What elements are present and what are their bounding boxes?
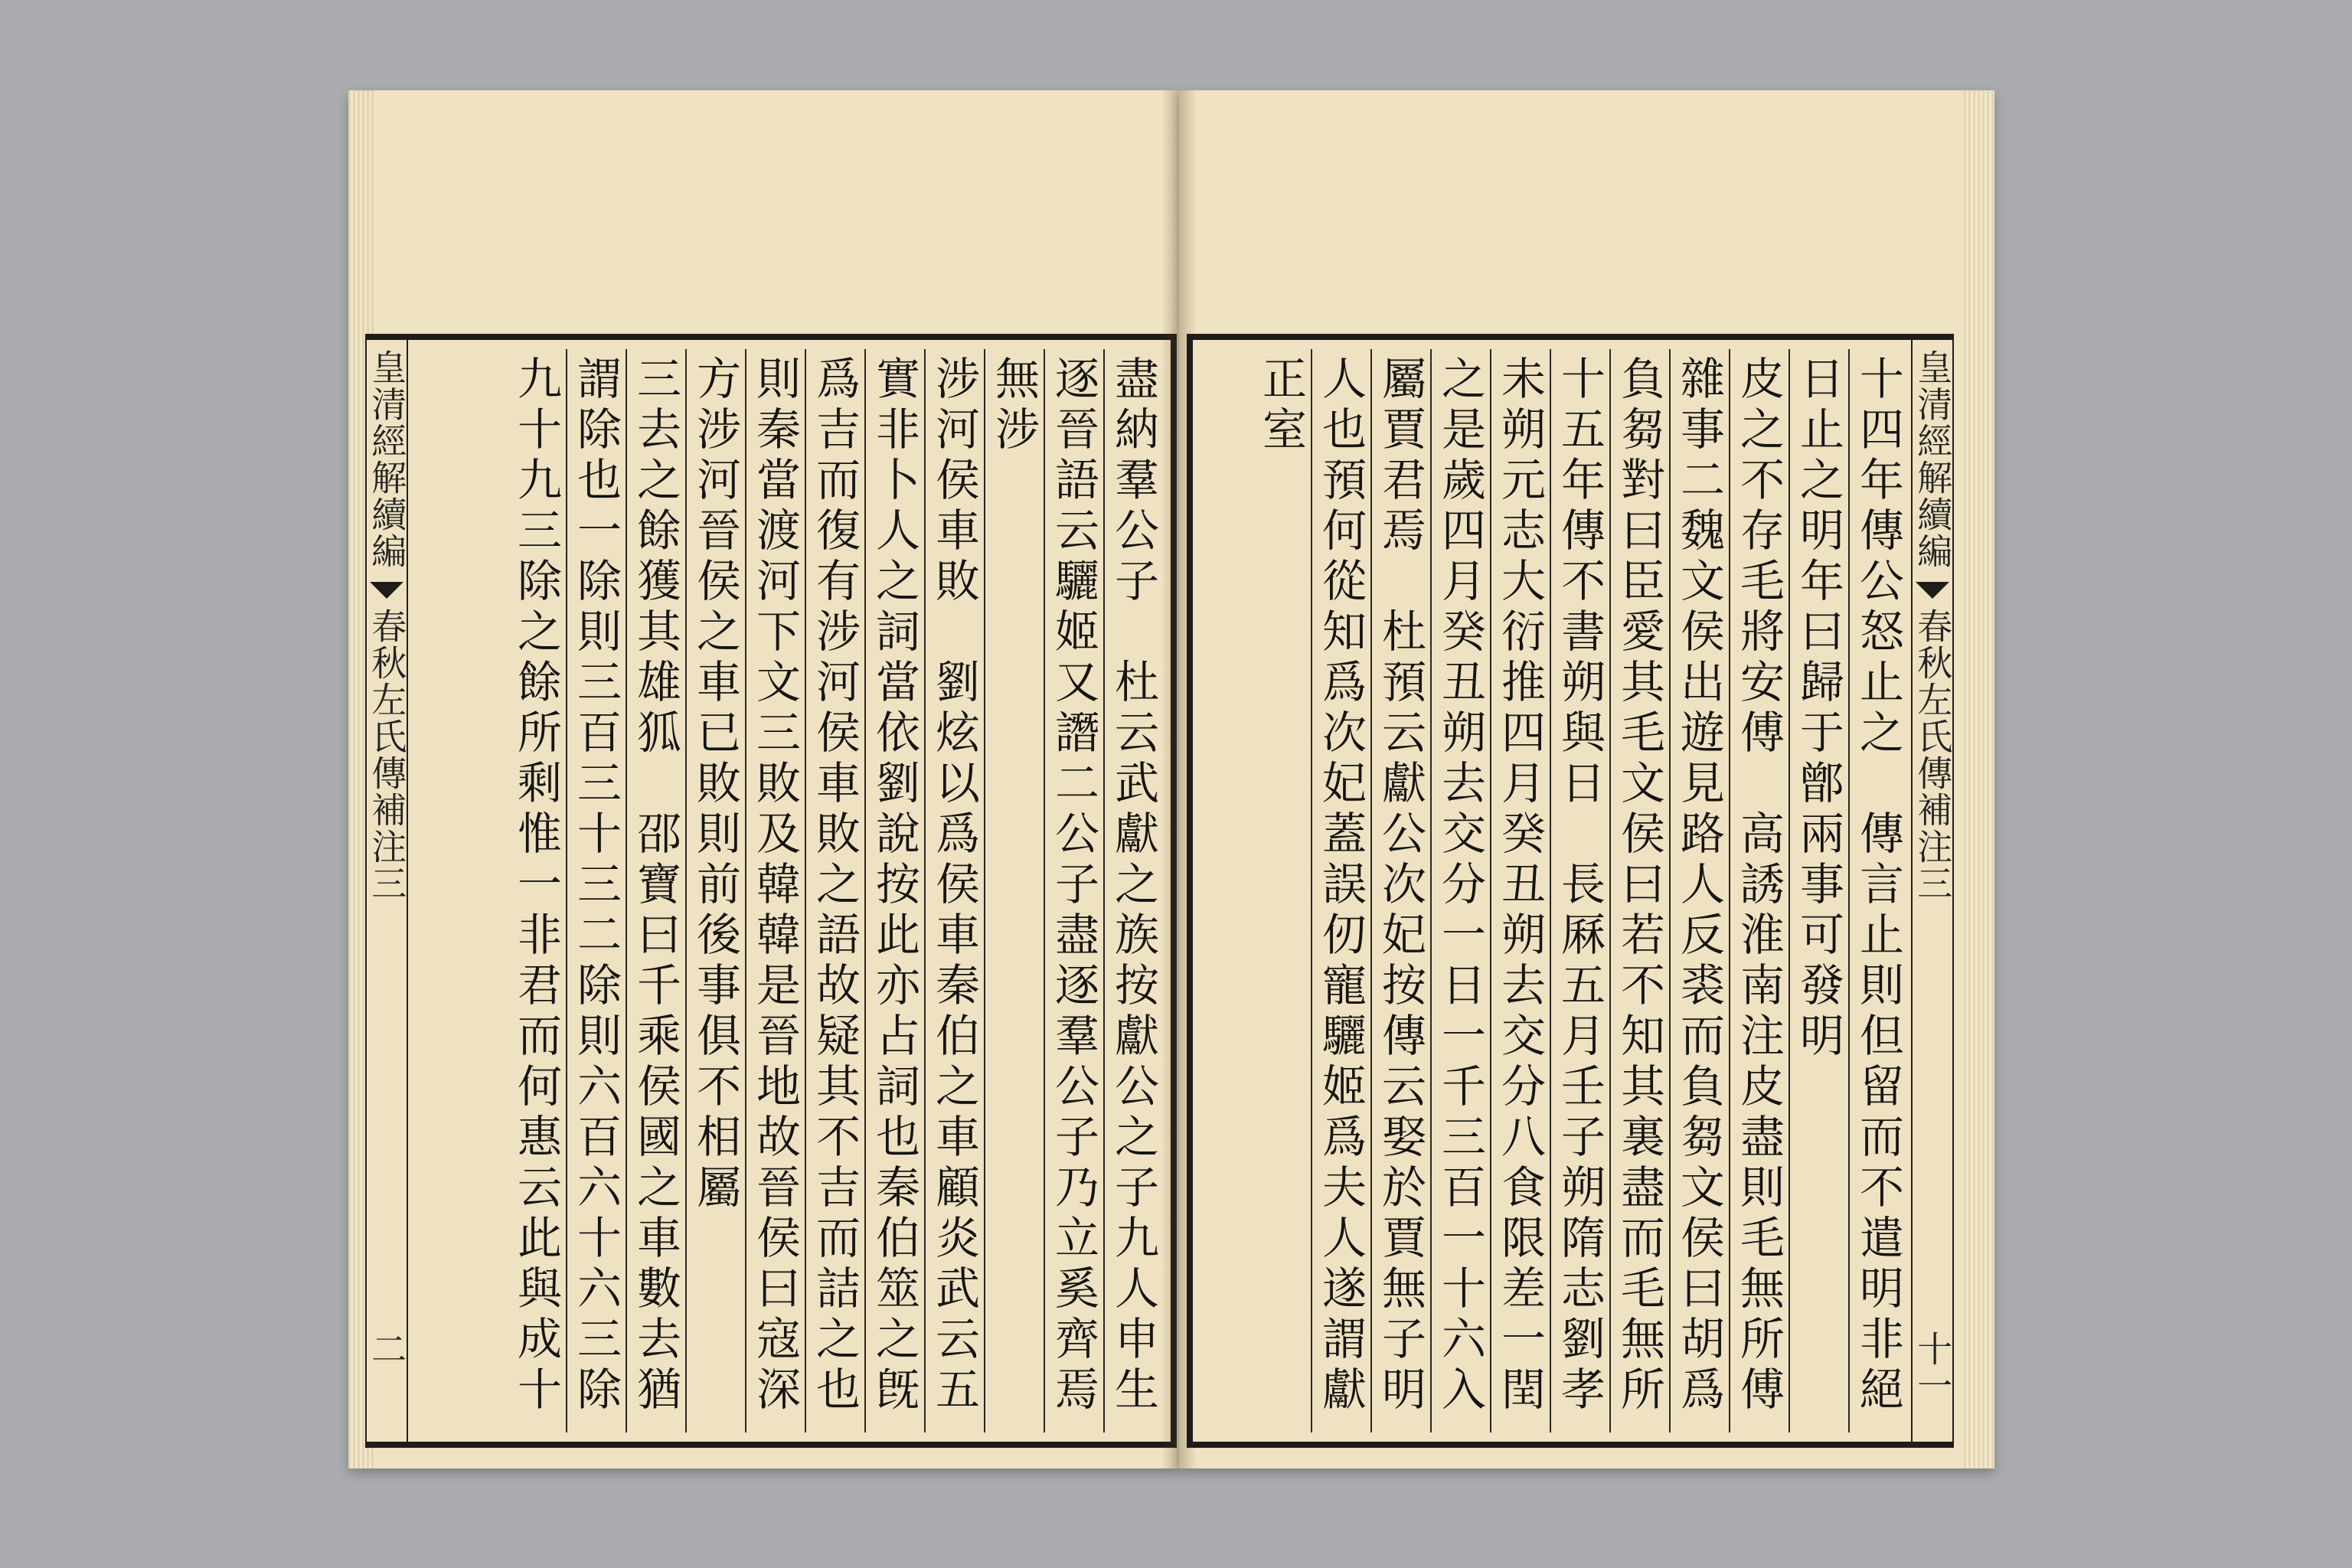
text-column: 人也預何從知爲次妃蓋誤仞寵驪姬爲夫人遂謂獻 [1311,349,1370,1432]
right-book-title: 皇清經解續編 [1912,349,1954,570]
left-page-number: 二 [366,1331,408,1367]
text-column: 十五年傳不書朔與日 長厤五月壬子朔隋志劉孝 [1550,349,1609,1432]
text-column: 爲吉而復有涉河侯車敗之語故疑其不吉而詰之也 [805,349,864,1432]
open-book [348,90,1994,1468]
fish-tail-mark [370,582,403,599]
text-column: 十四年傳公怒止之 傳言止則但留而不遣明非絕 [1848,349,1908,1432]
text-column: 負芻對曰臣愛其毛文侯曰若不知其裏盡而毛無所 [1609,349,1669,1432]
text-column: 逐晉語云驪姬又譖二公子盡逐羣公子乃立奚齊焉 [1044,349,1103,1432]
right-chapter-title: 春秋左氏傳補注三 [1912,608,1954,902]
text-column: 皮之不存毛將安傅 高誘淮南注皮盡則毛無所傅 [1729,349,1788,1432]
right-page-edge [1964,90,1994,1468]
right-page-number: 十一 [1912,1331,1954,1404]
text-column: 實非卜人之詞當依劉說按此亦占詞也秦伯筮之旣 [864,349,924,1432]
left-book-title: 皇清經解續編 [366,349,408,570]
text-column: 未朔元志大衍推四月癸丑朔去交分八食限差一閏 [1490,349,1550,1432]
left-chapter-title: 春秋左氏傳補注三 [366,608,408,902]
fish-tail-mark [1916,582,1949,599]
left-page [348,90,1179,1468]
right-text-columns [1200,349,1908,1432]
text-column: 盡納羣公子 杜云武獻之族按獻公之子九人申生 [1103,349,1163,1432]
text-column: 九十九三除之餘所剩惟一非君而何惠云此與成十 [510,355,562,1416]
right-banxin [1911,340,1954,1442]
text-column: 涉河侯車敗 劉炫以爲侯車秦伯之車顧炎武云五 [924,349,984,1432]
right-print-frame [1187,334,1954,1448]
text-column: 之是歲四月癸丑朔去交分一日一千三百一十六入 [1430,349,1490,1432]
left-print-frame [365,334,1177,1448]
text-column: 正室 [1255,355,1307,456]
text-column: 日止之明年曰歸于鄫兩事可發明 [1788,349,1848,1432]
text-column: 屬賈君焉 杜預云獻公次妃按傳云娶於賈無子明 [1370,349,1430,1432]
left-banxin [365,340,408,1442]
text-column: 雜事二魏文侯出遊見路人反裘而負芻文侯曰胡爲 [1669,349,1729,1432]
text-column: 三去之餘獲其雄狐 邵寶曰千乘侯國之車數去猶 [626,349,685,1432]
text-column: 謂除也一除則三百三十三二除則六百六十六三除 [566,349,626,1432]
text-column: 無涉 [984,349,1044,1432]
text-column: 方涉河晉侯之車已敗則前後事俱不相屬 [685,349,745,1432]
left-text-columns [411,349,1163,1432]
text-column: 則秦當渡河下文三敗及韓韓是晉地故晉侯曰寇深 [745,349,805,1432]
